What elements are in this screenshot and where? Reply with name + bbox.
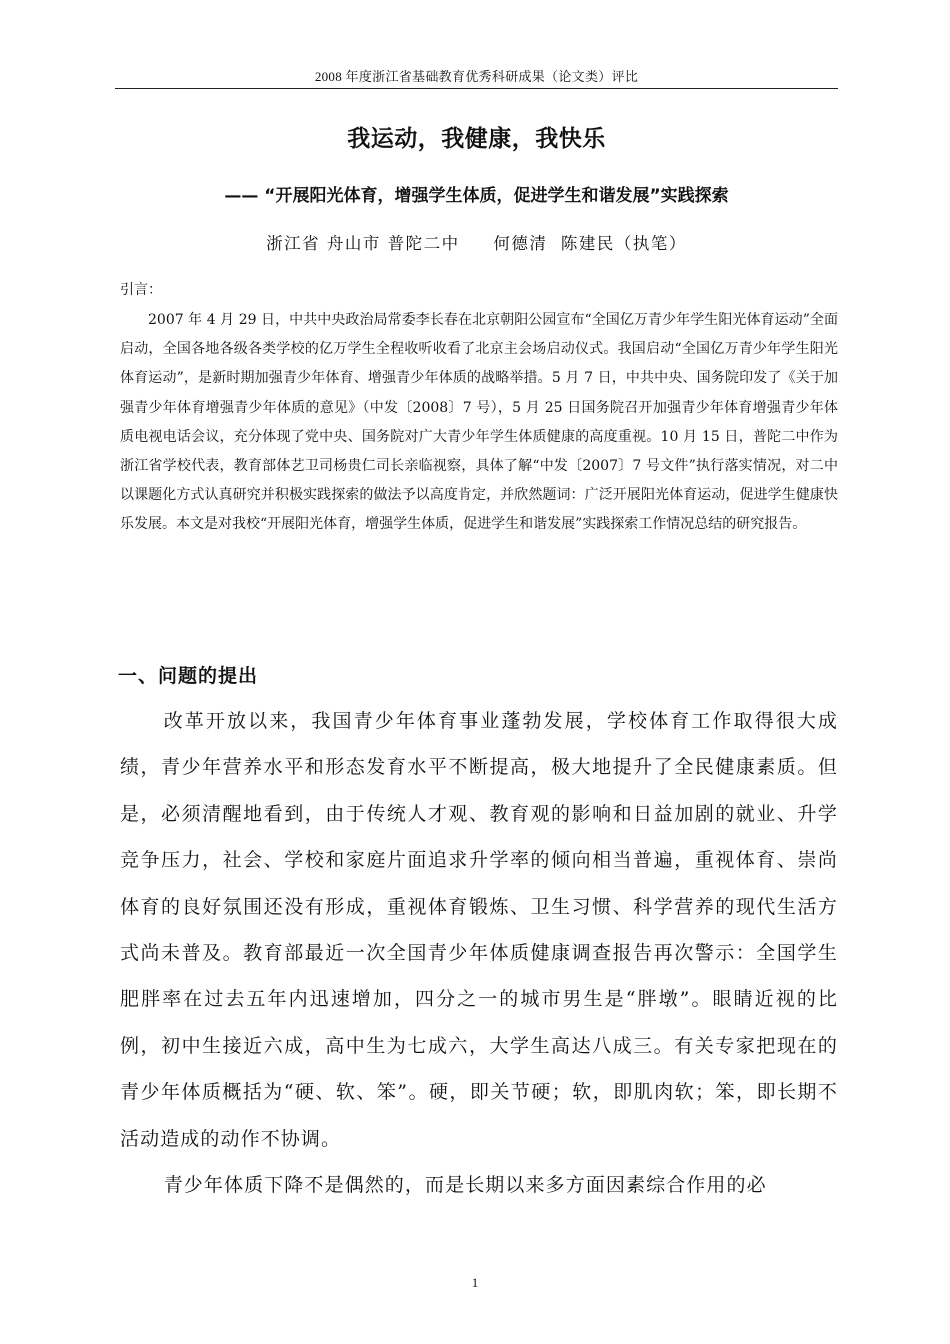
intro-label: 引言： bbox=[120, 282, 162, 298]
document-title: 我运动，我健康，我快乐 bbox=[347, 126, 606, 152]
section-paragraph-1: 改革开放以来，我国青少年体育事业蓬勃发展，学校体育工作取得很大成绩，青少年营养水平和形态发育水平不断提高，极大地提升了全民健康素质。但是，必须清醒地看到，由于传统人才观、教育观的影响和日益加剧的就业、升学竞争压力，社会、学校和家庭片面追求升学率的倾向相当普遍，重视体育、崇尚体育的良好氛围还没有形成，重视体育锻炼、卫生习惯、科学营养的现代生活方式尚未普及。教育部最近一次全国青少年体质健康调查报告再次警示：全国学生肥胖率在过去五年内迅速增加，四分之一的城市男生是“胖墩”。眼睛近视的比例，初中生接近六成，高中生为七成六，大学生高达八成三。有关专家把现在的青少年体质概括为“硬、软、笨”。硬，即关节硬；软，即肌肉软；笨，即长期不活动造成的动作不协调。 bbox=[120, 710, 838, 1150]
document-subtitle: —— “开展阳光体育，增强学生体质，促进学生和谐发展”实践探索 bbox=[224, 186, 729, 206]
author-line: 浙江省 舟山市 普陀二中 何德清 陈建民（执笔） bbox=[266, 234, 687, 253]
running-header: 2008 年度浙江省基础教育优秀科研成果（论文类）评比 bbox=[314, 69, 639, 84]
section-heading: 一、问题的提出 bbox=[118, 665, 259, 687]
section-paragraph-2: 青少年体质下降不是偶然的，而是长期以来多方面因素综合作用的必 bbox=[163, 1174, 767, 1197]
intro-body bbox=[120, 306, 838, 540]
header-divider bbox=[115, 88, 838, 89]
intro-paragraph: 2007 年 4 月 29 日，中共中央政治局常委李长春在北京朝阳公园宣布“全国亿万青少年学生阳光体育运动”全面启动，全国各地各级各类学校的亿万学生全程收听收看了北京主会场启动仪式。我国启动“全国亿万青少年学生阳光体育运动”，是新时期加强青少年体育、增强青少年体质的战略举措。5 月 7 日，中共中央、国务院印发了《关于加强青少年体育增强青少年体质的意见》（中发〔2008〕7 号），5 月 25 日国务院召开加强青少年体育增强青少年体质电视电话会议，充分体现了党中央、国务院对广大青少年学生体质健康的高度重视。10 月 15 日，普陀二中作为浙江省学校代表，教育部体艺卫司杨贵仁司长亲临视察，具体了解“中发〔2007〕7 号文件”执行落实情况，对二中以课题化方式认真研究并积极实践探索的做法予以高度肯定，并欣然题词：广泛开展阳光体育运动，促进学生健康快乐发展。本文是对我校“开展阳光体育，增强学生体质，促进学生和谐发展”实践探索工作情况总结的研究报告。 bbox=[120, 312, 838, 533]
page-number: 1 bbox=[471, 1275, 479, 1290]
section-body bbox=[120, 698, 838, 1208]
